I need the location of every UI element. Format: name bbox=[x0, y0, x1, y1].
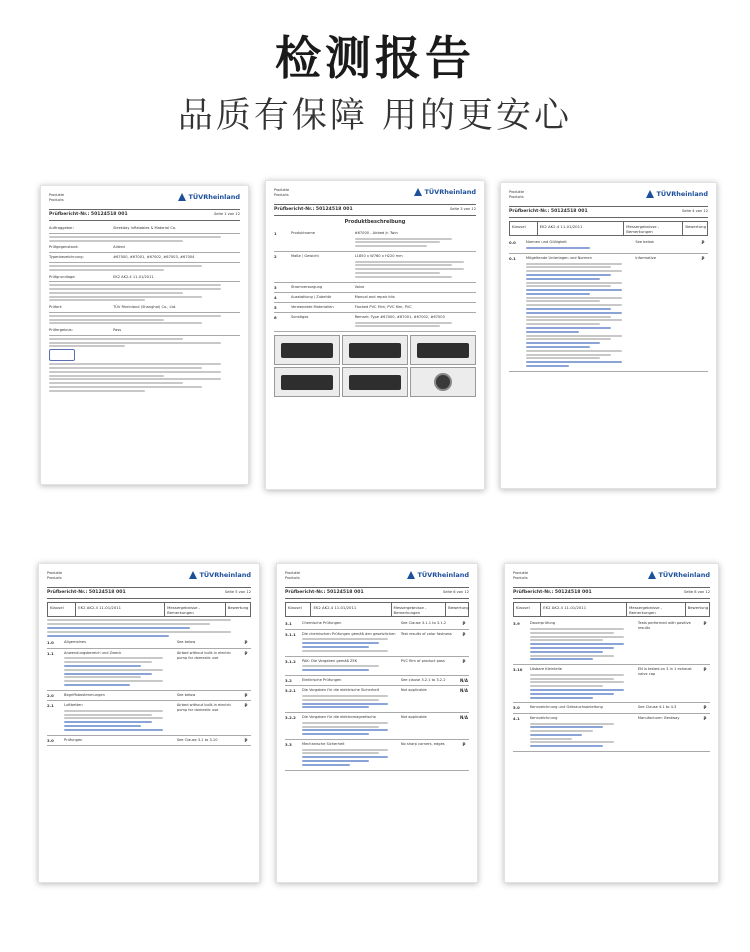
hero-title: 检测报告 bbox=[275, 31, 475, 85]
tuv-triangle-icon bbox=[407, 571, 415, 579]
report-number-row: Prüfbericht-Nr.: 50124518 001 Seite 6 von 12 bbox=[285, 587, 469, 599]
table-row: 6 Sonstiges Remark: Type #67000, #67001, #67002, #67003 bbox=[274, 313, 476, 332]
table-row: 5 Verwendete Materialien Flocked PVC Film, PVC film, PVC bbox=[274, 303, 476, 313]
field-row: Prüfgegenstand: Airbed bbox=[49, 243, 240, 253]
product-photo bbox=[342, 367, 408, 397]
table-row: 3.1 Chemische Prüfungen See Clause 3.1.1 to 3.1.2 P bbox=[285, 619, 469, 629]
tuv-triangle-icon bbox=[178, 193, 186, 201]
tuv-logo: TÜVRheinland bbox=[178, 193, 240, 202]
table-row: 1.1 Anwendungsbereich und Zweck Airbed without built-in electric pump for domestic use P bbox=[47, 649, 251, 691]
table-row: 1 Produktname #67000 - Airbed Jr. Twin bbox=[274, 229, 476, 252]
product-photo bbox=[274, 367, 340, 397]
report-page-8: Produkte Products TÜVRheinland Prüfbericht-Nr.: 50124518 001 Seite 8 von 12 Klausel EK2 AK2.4 11-01/2011 Messergebnisse - Bemerkungen Bewertung 3.9 Dauerprüfung Tests performed with positive results P 3.10 Lösbare Kleinteile EN is tested on 3 in 1 exhaust valve cap P 5.0 Kennzeichnung und Gebrauchsanleitung See Clause 4.1 to 4.3 P 4.1 Kennzeichnung Manufacturer: Bestway P bbox=[504, 563, 719, 883]
tuv-logo: TÜVRheinland bbox=[646, 190, 708, 199]
table-header: Klausel EK2 AK2.4 11-01/2011 Messergebnisse - Bemerkungen Bewertung bbox=[513, 602, 710, 617]
report-number-row: Prüfbericht-Nr.: 50124518 001 Seite 8 von 12 bbox=[513, 587, 710, 599]
signature-stamp bbox=[49, 349, 75, 361]
table-row: 1.0 Allgemeines See below P bbox=[47, 638, 251, 648]
product-photo bbox=[410, 335, 476, 365]
field-row: Typenbezeichnung: #67000, #67001, #67002, #67003, #67004 bbox=[49, 253, 240, 263]
table-row: 3.3 Mechanische Sicherheit No sharp corners, edges P bbox=[285, 740, 469, 771]
table-row: 2.1 Luftbetten Airbed without built-in electric pump for domestic use P bbox=[47, 701, 251, 735]
table-row: 0.0 Normen und Gültigkeit See below P bbox=[509, 238, 708, 253]
table-row: 3.1.1 Die chemischen Prüfungen gemäß den gesetzlichen Test results of color fastness P bbox=[285, 630, 469, 657]
valve-photo bbox=[410, 367, 476, 397]
report-page-5: Produkte Products TÜVRheinland Prüfbericht-Nr.: 50124518 001 Seite 5 von 12 Klausel EK2 AK2.4 11-01/2011 Messergebnisse - Bemerkungen Bewertung 1.0 Allgemeines See below P 1.1 Anwendungsbereich und Zweck Airbed without built-in electric pump for domestic use P 2.0 Begriffsbestimmungen See below P 2.1 Luftbetten Airbed without built-in electric pump for domestic use P 3.0 Prüfungen See Clause 3.1 to 3.10 P bbox=[38, 563, 260, 883]
report-number-row: Prüfbericht-Nr.: 50124518 001 Seite 3 von 12 bbox=[274, 204, 476, 216]
product-photo bbox=[342, 335, 408, 365]
tuv-logo: TÜVRheinland bbox=[407, 571, 469, 580]
table-row: 3.0 Prüfungen See Clause 3.1 to 3.10 P bbox=[47, 736, 251, 746]
produkte-label: Produkte bbox=[49, 193, 65, 197]
tuv-triangle-icon bbox=[646, 190, 654, 198]
table-row: 4 Ausstattung / Zubehör Manual and repair kits bbox=[274, 293, 476, 303]
tuv-triangle-icon bbox=[648, 571, 656, 579]
product-photos bbox=[274, 335, 476, 397]
table-header: Klausel EK2 AK2.4 11-01/2011 Messergebnisse - Bemerkungen Bewertung bbox=[285, 602, 469, 617]
table-header: Klausel EK2 AK2.4 11-01/2011 Messergebnisse - Bemerkungen Bewertung bbox=[509, 221, 708, 236]
table-row: 5.0 Kennzeichnung und Gebrauchsanleitung See Clause 4.1 to 4.3 P bbox=[513, 703, 710, 713]
field-row: Prüfort: TÜV Rheinland (Shanghai) Co., Ltd. bbox=[49, 303, 240, 313]
tuv-logo: TÜVRheinland bbox=[648, 571, 710, 580]
table-row: 3 Stromversorgung Valve bbox=[274, 283, 476, 293]
report-number-row: Prüfbericht-Nr.: 50124518 001 Seite 4 von 12 bbox=[509, 206, 708, 218]
tuv-logo: TÜVRheinland bbox=[414, 188, 476, 197]
product-photo bbox=[274, 335, 340, 365]
table-row: 4.1 Kennzeichnung Manufacturer: Bestway P bbox=[513, 714, 710, 752]
table-row: 3.2 Elektrische Prüfungen See clause 3.2.1 to 3.2.2 N/A bbox=[285, 676, 469, 686]
table-row: 3.10 Lösbare Kleinteile EN is tested on 3 in 1 exhaust valve cap P bbox=[513, 665, 710, 703]
report-number-row: Prüfbericht-Nr.: 50124518 001 Seite 1 von 12 bbox=[49, 209, 240, 221]
field-row: Prüfergebnis: Pass bbox=[49, 326, 240, 336]
report-number-row: Prüfbericht-Nr.: 50124518 001 Seite 5 von 12 bbox=[47, 587, 251, 599]
table-row: 2 Maße / Gewicht L1850 x W760 x H220 mm bbox=[274, 252, 476, 283]
hero-subtitle: 品质有保障 用的更安心 bbox=[177, 96, 573, 136]
tuv-triangle-icon bbox=[414, 188, 422, 196]
table-row: 2.0 Begriffsbestimmungen See below P bbox=[47, 691, 251, 701]
report-page-3: Produkte Products TÜVRheinland Prüfbericht-Nr.: 50124518 001 Seite 3 von 12 Produktbeschreibung 1 Produktname #67000 - Airbed Jr. Twin 2 Maße / Gewicht L1850 x W760 x H220 mm 3 Stromversorgung Valve 4 Ausstattung / Zubehör Manual and repair kits 5 Verwendete Materialien Flocked PVC Film, PVC film, PVC 6 Sonstiges Remark: Type #67000, #67001, #67002, #67003 bbox=[265, 180, 485, 490]
report-page-4: Produkte Products TÜVRheinland Prüfbericht-Nr.: 50124518 001 Seite 4 von 12 Klausel EK2 AK2.4 11-01/2011 Messergebnisse - Bemerkungen Bewertung 0.0 Normen und Gültigkeit See below P 0.1 Mitgeltende Unterlagen und Normen Informative P bbox=[500, 182, 717, 489]
section-title: Produktbeschreibung bbox=[344, 219, 406, 226]
field-row: Auftraggeber: Sleekday Inflatables & Material Co. bbox=[49, 224, 240, 234]
tuv-logo: TÜVRheinland bbox=[189, 571, 251, 580]
products-label: Products bbox=[49, 197, 64, 202]
report-page-6: Produkte Products TÜVRheinland Prüfbericht-Nr.: 50124518 001 Seite 6 von 12 Klausel EK2 AK2.4 11-01/2011 Messergebnisse - Bemerkungen Bewertung 3.1 Chemische Prüfungen See Clause 3.1.1 to 3.1.2 P 3.1.1 Die chemischen Prüfungen gemäß den gesetzlichen Test results of color fastness P 3.1.2 PAK: Die Vorgaben gemäß ZEK PVC film of product pass P 3.2 Elektrische Prüfungen See clause 3.2.1 to 3.2.2 N/A 3.2.1 Die Vorgaben für die elektrische Sicherheit Not applicable N/A 3.2.2 Die Vorgaben für die elektromagnetische Not applicable N/A 3.3 Mechanische Sicherheit No sharp corners, edges P bbox=[276, 563, 478, 883]
report-page-1 bbox=[40, 185, 249, 485]
table-header: Klausel EK2 AK2.4 11-01/2011 Messergebnisse - Bemerkungen Bewertung bbox=[47, 602, 251, 617]
table-row: 3.9 Dauerprüfung Tests performed with positive results P bbox=[513, 619, 710, 665]
table-row: 3.2.1 Die Vorgaben für die elektrische Sicherheit Not applicable N/A bbox=[285, 686, 469, 713]
field-row: Prüfgrundlage: EK2 AK2.4 11-01/2011 bbox=[49, 273, 240, 283]
table-row: 3.2.2 Die Vorgaben für die elektromagnetische Not applicable N/A bbox=[285, 713, 469, 740]
table-row: 3.1.2 PAK: Die Vorgaben gemäß ZEK PVC film of product pass P bbox=[285, 657, 469, 676]
table-row: 0.1 Mitgeltende Unterlagen und Normen Informative P bbox=[509, 254, 708, 372]
tuv-triangle-icon bbox=[189, 571, 197, 579]
